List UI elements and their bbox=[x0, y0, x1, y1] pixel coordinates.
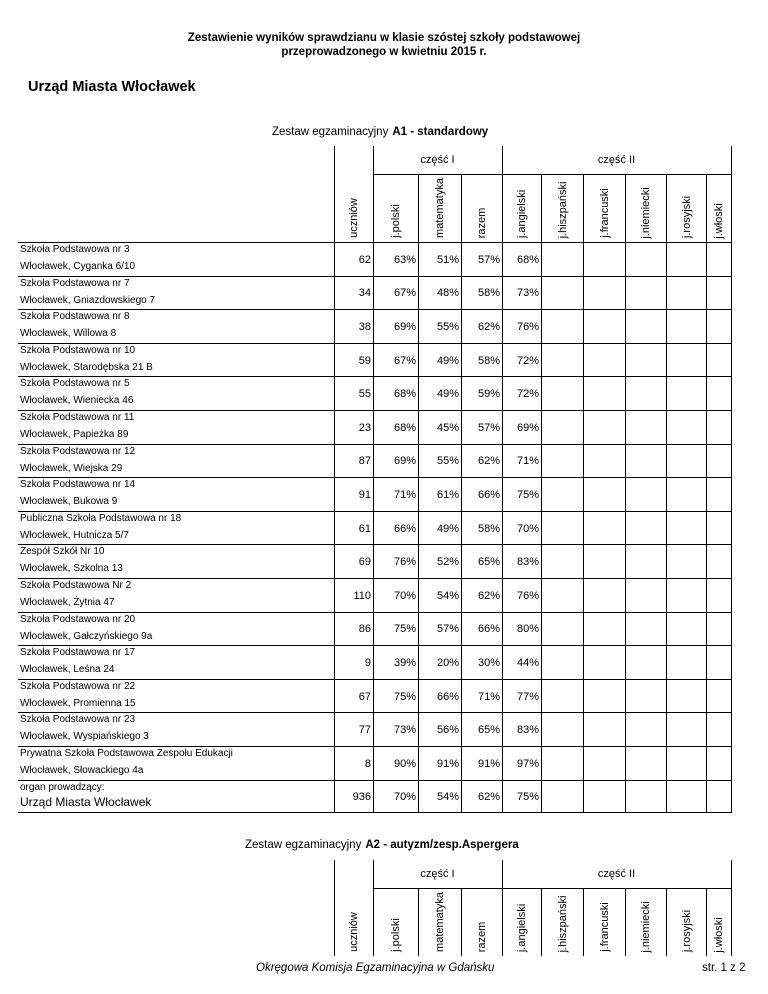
school-name: Szkoła Podstawowa nr 22 bbox=[20, 680, 136, 692]
math-score: 61% bbox=[436, 488, 459, 501]
footer-organization: Okręgowa Komisja Egzaminacyjna w Gdańsku bbox=[256, 962, 495, 974]
column-8 bbox=[625, 888, 666, 956]
math-score: 49% bbox=[436, 354, 459, 367]
school-address: Włocławek, Promienna 15 bbox=[20, 697, 136, 709]
exam-set-code: A1 - standardowy bbox=[392, 126, 489, 138]
math-score: 55% bbox=[436, 455, 459, 468]
english-score: 76% bbox=[516, 320, 539, 333]
school-name: Szkoła Podstawowa nr 17 bbox=[20, 647, 136, 659]
total-score: 71% bbox=[477, 690, 500, 703]
exam-set-label: Zestaw egzaminacyjny bbox=[245, 839, 362, 851]
school-name: Szkoła Podstawowa nr 14 bbox=[20, 479, 136, 491]
total-score: 62% bbox=[477, 455, 500, 468]
school-name: organ prowadzący: bbox=[20, 781, 105, 793]
students-count: 23 bbox=[358, 421, 371, 434]
students-count: 91 bbox=[358, 488, 371, 501]
total-score: 30% bbox=[477, 656, 500, 669]
school-address: Włocławek, Gałczyńskiego 9a bbox=[20, 630, 153, 642]
math-score: 57% bbox=[436, 623, 459, 636]
polish-score: 90% bbox=[393, 757, 416, 770]
column-1 bbox=[334, 860, 373, 956]
polish-score: 68% bbox=[393, 421, 416, 434]
column-header-label: j.niemiecki bbox=[640, 900, 652, 953]
english-score: 69% bbox=[516, 421, 539, 434]
english-score: 83% bbox=[516, 724, 539, 737]
english-score: 71% bbox=[516, 455, 539, 468]
english-score: 80% bbox=[516, 623, 539, 636]
column-header-label: uczniów bbox=[348, 198, 360, 238]
table-row bbox=[18, 645, 731, 679]
school-address: Włocławek, Wyspiańskiego 3 bbox=[20, 731, 149, 743]
total-score: 57% bbox=[477, 253, 500, 266]
table-row bbox=[18, 746, 731, 780]
column-header-label: j.polski bbox=[390, 204, 402, 238]
students-count: 55 bbox=[358, 388, 371, 401]
school-address: Włocławek, Wiejska 29 bbox=[20, 462, 123, 474]
table-row bbox=[18, 477, 731, 511]
results-table-a1 bbox=[18, 146, 731, 810]
english-score: 75% bbox=[516, 791, 539, 804]
school-address: Włocławek, Starodębska 21 B bbox=[20, 361, 153, 373]
polish-score: 75% bbox=[393, 623, 416, 636]
math-score: 49% bbox=[436, 388, 459, 401]
column-header-label: j.włoski bbox=[713, 916, 725, 953]
polish-score: 63% bbox=[393, 253, 416, 266]
polish-score: 70% bbox=[393, 589, 416, 602]
column-6 bbox=[541, 888, 583, 956]
school-name: Szkoła Podstawowa nr 8 bbox=[20, 311, 130, 323]
total-score: 59% bbox=[477, 388, 500, 401]
polish-score: 39% bbox=[393, 656, 416, 669]
column-4 bbox=[461, 888, 502, 956]
students-count: 110 bbox=[353, 589, 371, 602]
polish-score: 70% bbox=[393, 791, 416, 804]
table-row bbox=[18, 544, 731, 578]
polish-score: 71% bbox=[393, 488, 416, 501]
part-2-header: część II bbox=[597, 868, 636, 880]
math-score: 49% bbox=[436, 522, 459, 535]
students-count: 34 bbox=[358, 287, 371, 300]
polish-score: 67% bbox=[393, 287, 416, 300]
english-score: 72% bbox=[516, 388, 539, 401]
column-7 bbox=[583, 888, 625, 956]
school-name: Szkoła Podstawowa nr 12 bbox=[20, 445, 136, 457]
polish-score: 75% bbox=[393, 690, 416, 703]
exam-set-a2 bbox=[245, 839, 519, 851]
total-score: 66% bbox=[477, 488, 500, 501]
english-score: 97% bbox=[516, 757, 539, 770]
students-count: 67 bbox=[358, 690, 371, 703]
part-1-header: część I bbox=[420, 154, 455, 166]
column-5 bbox=[502, 860, 541, 956]
school-name: Szkoła Podstawowa nr 5 bbox=[20, 378, 130, 390]
school-address: Urząd Miasta Włocławek bbox=[20, 794, 152, 809]
students-count: 59 bbox=[358, 354, 371, 367]
english-score: 73% bbox=[516, 287, 539, 300]
column-header-label: j.angielski bbox=[516, 903, 528, 953]
school-address: Włocławek, Szkolna 13 bbox=[20, 563, 123, 575]
column-header-label: matematyka bbox=[434, 178, 446, 238]
english-score: 72% bbox=[516, 354, 539, 367]
math-score: 54% bbox=[436, 589, 459, 602]
exam-set-label: Zestaw egzaminacyjny bbox=[272, 126, 389, 138]
polish-score: 68% bbox=[393, 388, 416, 401]
column-header-label: j.angielski bbox=[516, 189, 528, 239]
english-score: 70% bbox=[516, 522, 539, 535]
polish-score: 69% bbox=[393, 320, 416, 333]
table-row bbox=[18, 511, 731, 545]
math-score: 54% bbox=[436, 791, 459, 804]
table-row bbox=[18, 309, 731, 343]
column-header-label: matematyka bbox=[434, 892, 446, 952]
column-header-label: j.niemiecki bbox=[640, 186, 652, 239]
school-address: Włocławek, Leśna 24 bbox=[20, 664, 115, 676]
english-score: 68% bbox=[516, 253, 539, 266]
total-score: 58% bbox=[477, 522, 500, 535]
polish-score: 76% bbox=[393, 556, 416, 569]
exam-set-code: A2 - autyzm/zesp.Aspergera bbox=[365, 839, 519, 851]
total-score: 58% bbox=[477, 354, 500, 367]
school-name: Zespół Szkół Nr 10 bbox=[20, 546, 105, 558]
students-count: 77 bbox=[358, 724, 371, 737]
polish-score: 66% bbox=[393, 522, 416, 535]
polish-score: 73% bbox=[393, 724, 416, 737]
title-line-1: Zestawienie wyników sprawdzianu w klasie szóstej szkoły podstawowej bbox=[187, 32, 581, 44]
english-score: 44% bbox=[516, 656, 539, 669]
column-header-label: j.hiszpański bbox=[556, 895, 569, 952]
school-address: Włocławek, Papieżka 89 bbox=[20, 429, 129, 440]
column-9 bbox=[666, 888, 706, 956]
part-2-header: część II bbox=[597, 154, 636, 166]
math-score: 66% bbox=[436, 690, 459, 703]
school-name: Szkoła Podstawowa nr 10 bbox=[20, 344, 136, 356]
school-address: Włocławek, Wieniecka 46 bbox=[20, 395, 134, 407]
page-number: str. 1 z 2 bbox=[702, 962, 746, 974]
table-row bbox=[18, 679, 731, 713]
column-2 bbox=[373, 860, 418, 956]
school-name: Publiczna Szkoła Podstawowa nr 18 bbox=[20, 512, 182, 524]
math-score: 56% bbox=[436, 724, 459, 737]
table-row bbox=[18, 343, 731, 377]
total-score: 62% bbox=[477, 791, 500, 804]
column-header-label: j.francuski bbox=[598, 188, 611, 238]
column-3 bbox=[418, 888, 461, 956]
school-address: Włocławek, Cyganka 6/10 bbox=[20, 261, 136, 272]
table-row bbox=[18, 242, 731, 276]
table-row bbox=[18, 712, 731, 746]
part-1-header: część I bbox=[420, 868, 455, 880]
column-header-label: uczniów bbox=[348, 912, 360, 952]
table-row bbox=[18, 578, 731, 612]
school-address: Włocławek, Słowackiego 4a bbox=[20, 765, 144, 776]
column-header-label: razem bbox=[476, 207, 488, 238]
total-score: 65% bbox=[477, 724, 500, 737]
column-header-label: j.francuski bbox=[598, 902, 611, 952]
table-row bbox=[18, 780, 731, 814]
table-row bbox=[18, 410, 731, 444]
english-score: 77% bbox=[516, 690, 539, 703]
table-row bbox=[18, 276, 731, 310]
math-score: 51% bbox=[436, 253, 459, 266]
math-score: 52% bbox=[436, 556, 459, 569]
school-name: Prywatna Szkoła Podstawowa Zespołu Edukacji bbox=[20, 748, 233, 759]
math-score: 20% bbox=[436, 656, 459, 669]
english-score: 83% bbox=[516, 556, 539, 569]
polish-score: 69% bbox=[393, 455, 416, 468]
table-right-edge bbox=[731, 146, 732, 813]
table-row bbox=[18, 376, 731, 410]
school-address: Włocławek, Willowa 8 bbox=[20, 328, 117, 340]
column-header-label: j.rosyjski bbox=[680, 909, 693, 953]
column-header-label: j.rosyjski bbox=[680, 195, 693, 239]
polish-score: 67% bbox=[393, 354, 416, 367]
total-score: 66% bbox=[477, 623, 500, 636]
students-count: 9 bbox=[364, 656, 371, 669]
title-line-2: przeprowadzonego w kwietniu 2015 r. bbox=[281, 46, 487, 58]
column-10 bbox=[706, 888, 731, 956]
school-name: Szkoła Podstawowa nr 23 bbox=[20, 714, 136, 726]
school-name: Szkoła Podstawowa nr 20 bbox=[20, 613, 136, 625]
column-header-label: j.hiszpański bbox=[556, 181, 569, 238]
total-score: 58% bbox=[477, 287, 500, 300]
math-score: 48% bbox=[436, 287, 459, 300]
school-name: Szkoła Podstawowa nr 11 bbox=[20, 412, 135, 423]
math-score: 55% bbox=[436, 320, 459, 333]
authority-name: Urząd Miasta Włocławek bbox=[28, 79, 196, 95]
total-score: 91% bbox=[477, 757, 500, 770]
school-address: Włocławek, Bukowa 9 bbox=[20, 496, 118, 508]
math-score: 45% bbox=[436, 421, 459, 434]
table-row bbox=[18, 444, 731, 478]
math-score: 91% bbox=[436, 757, 459, 770]
column-header-label: j.włoski bbox=[713, 202, 725, 239]
english-score: 75% bbox=[516, 488, 539, 501]
table-row bbox=[18, 612, 731, 646]
students-count: 936 bbox=[352, 791, 371, 804]
school-name: Szkoła Podstawowa nr 7 bbox=[20, 277, 130, 289]
students-count: 61 bbox=[358, 522, 371, 535]
column-header-label: razem bbox=[476, 921, 488, 952]
column-header-label: j.polski bbox=[390, 918, 402, 952]
total-score: 57% bbox=[477, 421, 500, 434]
school-name: Szkoła Podstawowa Nr 2 bbox=[20, 580, 132, 591]
school-address: Włocławek, Żytnia 47 bbox=[20, 597, 115, 608]
total-score: 65% bbox=[477, 556, 500, 569]
total-score: 62% bbox=[477, 320, 500, 333]
school-address: Włocławek, Gniazdowskiego 7 bbox=[20, 294, 156, 306]
students-count: 87 bbox=[358, 455, 371, 468]
students-count: 38 bbox=[358, 320, 371, 333]
students-count: 69 bbox=[358, 556, 371, 569]
table-right-edge bbox=[731, 860, 732, 956]
exam-set-a1 bbox=[272, 126, 488, 138]
school-name: Szkoła Podstawowa nr 3 bbox=[20, 244, 130, 255]
document-title bbox=[0, 31, 768, 59]
students-count: 86 bbox=[358, 623, 371, 636]
students-count: 62 bbox=[358, 253, 371, 266]
students-count: 8 bbox=[364, 757, 371, 770]
results-table-a2 bbox=[18, 860, 731, 956]
total-score: 62% bbox=[477, 589, 500, 602]
school-address: Włocławek, Hutnicza 5/7 bbox=[20, 529, 129, 541]
english-score: 76% bbox=[516, 589, 539, 602]
